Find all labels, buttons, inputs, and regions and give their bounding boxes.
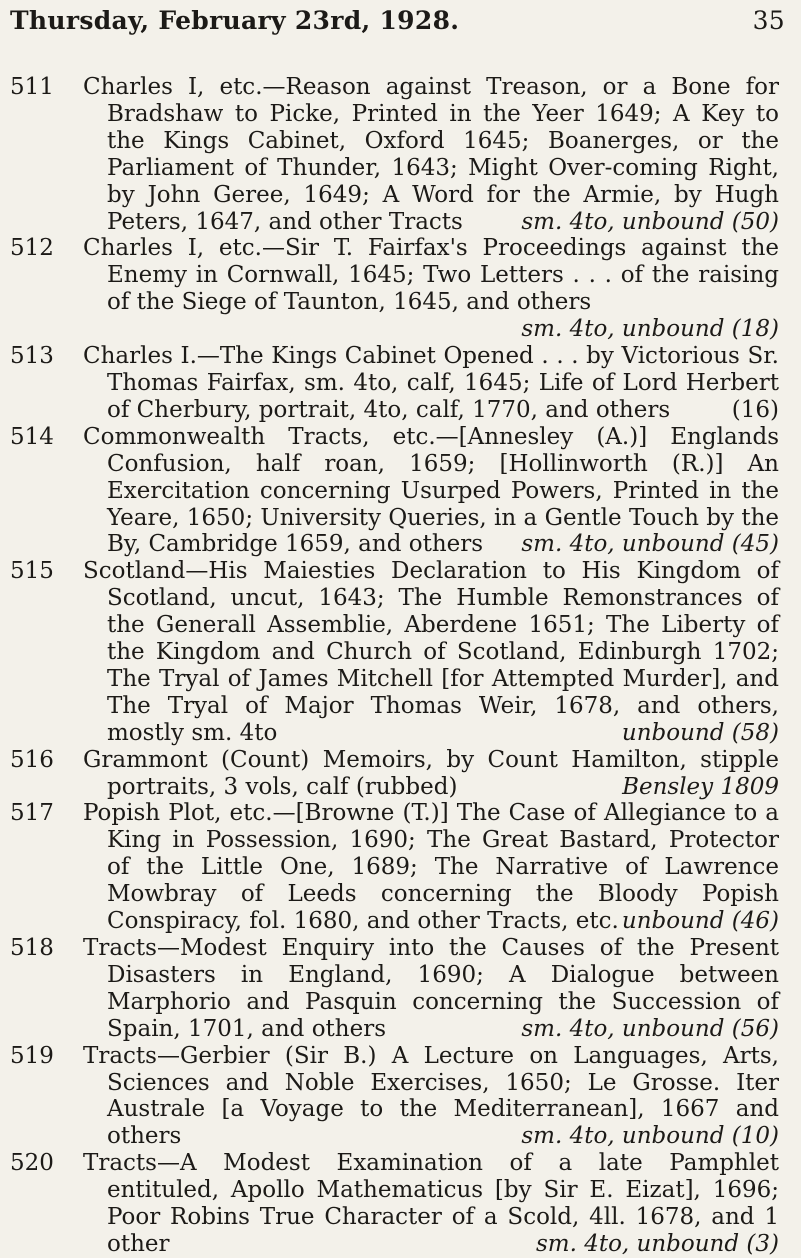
- lot-number: 512: [10, 235, 54, 262]
- lot-519: [0, 1043, 801, 1151]
- lot-text: Grammont (Count) Memoirs, by Count Hamilton, stipple portraits, 3 vols, calf (rubbed): [83, 746, 779, 800]
- lot-format: sm. 4to, unbound (50): [521, 208, 779, 235]
- lot-description: [83, 935, 779, 1043]
- lot-format: sm. 4to, unbound (10): [521, 1123, 779, 1150]
- page-title: Thursday, February 23rd, 1928.: [10, 6, 460, 35]
- lot-description: [83, 1150, 779, 1258]
- lot-description: [83, 800, 779, 935]
- lot-511: [0, 74, 801, 235]
- lot-description: [83, 1042, 779, 1151]
- lot-text: Popish Plot, etc.—[Browne (T.)] The Case of Allegiance to a King in Possession, 1690; The Great Bastard, Protector of the Little One, 1689; The Narrative of Lawrence Mowbray of Leeds concerning the Bloody Popish Conspiracy, fol. 1680, and other Tracts, etc.: [83, 800, 779, 935]
- lot-description: [83, 558, 779, 746]
- lot-description: [83, 423, 779, 559]
- lot-512: [0, 235, 801, 343]
- lot-format: Bensley 1809: [622, 773, 779, 800]
- lot-description: [83, 74, 779, 235]
- lot-format: sm. 4to, unbound (18): [521, 316, 779, 343]
- lot-515: [0, 558, 801, 746]
- lot-518: [0, 935, 801, 1043]
- lot-format: sm. 4to, unbound (3): [535, 1230, 779, 1257]
- lot-text: Scotland—His Maiesties Declaration to His Kingdom of Scotland, uncut, 1643; The Humble Remonstrances of the Generall Assemblie, Aberdene 1651; The Liberty of the Kingdom and Church of Scotland, Edinburgh 1702; The Tryal of James Mitchell [for Attempted Murder], and The Tryal of Major Thomas Weir, 1678, and others, mostly sm. 4to: [83, 558, 779, 746]
- lot-text: Commonwealth Tracts, etc.—[Annesley (A.)] Englands Confusion, half roan, 1659; [Hollinworth (R.)] An Exercitation concerning Usurped Powers, Printed in the Yeare, 1650; University Queries, in a Gentle Touch by the By, Cambridge 1659, and others: [83, 423, 779, 558]
- lot-format: unbound (58): [621, 719, 779, 746]
- lot-format: sm. 4to, unbound (45): [521, 531, 779, 558]
- lot-514: [0, 424, 801, 559]
- lot-description: [83, 746, 779, 801]
- page-number: 35: [752, 6, 785, 35]
- lot-516: [0, 747, 801, 801]
- lot-513: [0, 343, 801, 424]
- lot-list: [0, 74, 801, 1258]
- lot-number: 514: [10, 423, 54, 450]
- lot-number: 517: [10, 800, 54, 827]
- lot-description: [83, 235, 779, 343]
- lot-format: unbound (46): [621, 908, 779, 935]
- lot-number: 520: [10, 1150, 54, 1177]
- lot-format: sm. 4to, unbound (56): [521, 1015, 779, 1042]
- lot-number: 511: [10, 74, 54, 100]
- lot-number: 515: [10, 558, 54, 585]
- lot-text: Charles I, etc.—Reason against Treason, or a Bone for Bradshaw to Picke, Printed in the Yeer 1649; A Key to the Kings Cabinet, Oxford 1645; Boanerges, or the Parliament of Thunder, 1643; Might Over-coming Right, by John Geree, 1649; A Word for the Armie, by Hugh Peters, 1647, and other Tracts: [83, 74, 779, 235]
- lot-520: [0, 1150, 801, 1258]
- lot-number: 519: [10, 1042, 54, 1069]
- lot-number: 516: [10, 746, 54, 773]
- lot-format: (16): [731, 396, 779, 423]
- lot-text: Charles I, etc.—Sir T. Fairfax's Proceedings against the Enemy in Cornwall, 1645; Two Letters . . . of the raising of the Siege of Taunton, 1645, and others: [83, 235, 779, 316]
- lot-text: Tracts—Gerbier (Sir B.) A Lecture on Languages, Arts, Sciences and Noble Exercises, 1650; Le Grosse. Iter Australe [a Voyage to the Mediterranean], 1667 and others: [83, 1042, 779, 1150]
- lot-517: [0, 800, 801, 935]
- lot-text: Charles I.—The Kings Cabinet Opened . . . by Victorious Sr. Thomas Fairfax, sm. 4to, calf, 1645; Life of Lord Herbert of Cherbury, portrait, 4to, calf, 1770, and others: [83, 343, 779, 423]
- lot-number: 518: [10, 935, 54, 961]
- lot-text: Tracts—A Modest Examination of a late Pamphlet entituled, Apollo Mathematicus [by Sir E. Eizat], 1696; Poor Robins True Character of a Scold, 4ll. 1678, and 1 other: [83, 1150, 779, 1257]
- lot-text: Tracts—Modest Enquiry into the Causes of the Present Disasters in England, 1690; A Dialogue between Marphorio and Pasquin concerning the Succession of Spain, 1701, and others: [83, 935, 779, 1042]
- page-header: [10, 6, 785, 46]
- lot-description: [83, 343, 779, 424]
- lot-number: 513: [10, 343, 54, 370]
